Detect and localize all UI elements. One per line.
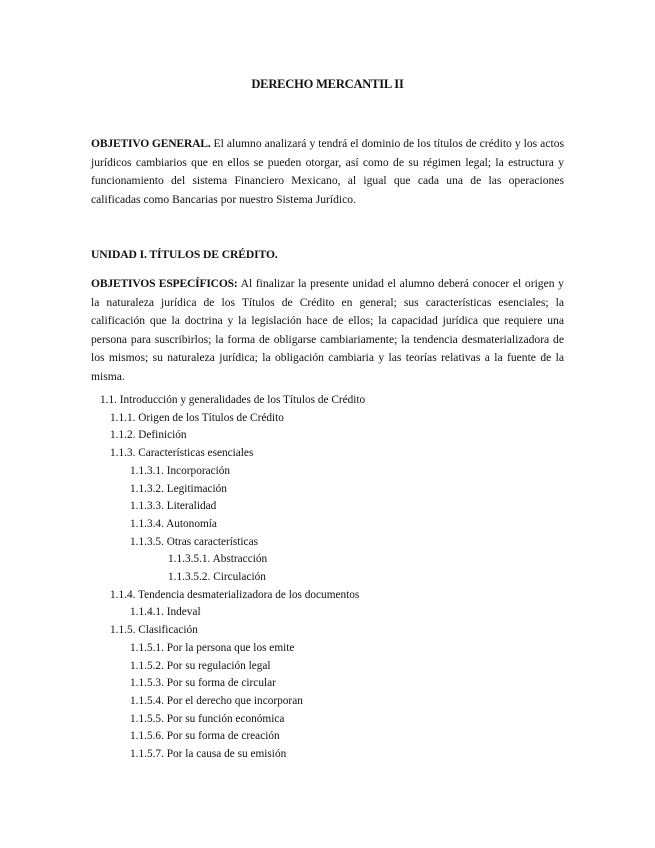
objetivos-especificos-paragraph [91,275,564,387]
toc-item: 1.1.5.2. Por su regulación legal [130,659,271,672]
toc-item: 1.1.5.4. Por el derecho que incorporan [130,694,303,707]
toc-item: 1.1.5.5. Por su función económica [130,712,285,725]
toc-item: 1.1.5.1. Por la persona que los emite [130,641,295,654]
toc-item: 1.1.2. Definición [110,429,187,442]
toc-item: 1.1.3.5.2. Circulación [168,571,266,583]
toc-item: 1.1.3.1. Incorporación [130,464,231,477]
toc-item: 1.1.3. Características esenciales [110,447,254,460]
document-title: DERECHO MERCANTIL II [251,77,404,91]
toc-item: 1.1.4.1. Indeval [130,606,201,619]
toc-item: 1.1.3.2. Legitimación [130,482,227,495]
objetivo-general-paragraph [91,135,564,209]
toc-item: 1.1.4. Tendencia desmaterializadora de los documentos [110,588,360,601]
toc-item: 1.1.3.5. Otras características [130,535,258,548]
unit-heading: UNIDAD I. TÍTULOS DE CRÉDITO. [91,248,278,261]
toc-item: 1.1.3.5.1. Abstracción [168,553,268,566]
toc-item: 1.1.3.4. Autonomía [130,517,217,530]
toc-item: 1.1.5.3. Por su forma de circular [130,677,276,690]
objetivo-general-label: OBJETIVO GENERAL. [91,137,211,150]
toc-item: 1.1.1. Origen de los Títulos de Crédito [110,411,284,424]
toc-item: 1.1.3.3. Literalidad [130,500,217,513]
toc-item: 1.1.5.7. Por la causa de su emisión [130,748,287,760]
toc-item: 1.1.5.6. Por su forma de creación [130,730,280,743]
objetivos-especificos-label: OBJETIVOS ESPECÍFICOS: [91,277,238,290]
objetivo-general-text: El alumno analizará y tendrá el dominio de los títulos de crédito y los actos jurídicos cambiarios que en ellos se pueden otorgar, así como de su régimen legal; la estructura y funcionamiento del sistema Financiero Mexicano, al igual que cada una de las operaciones calificadas como Bancarias por nuestro Sistema Jurídico. [91,137,565,206]
toc-item: 1.1. Introducción y generalidades de los Títulos de Crédito [100,394,366,406]
objetivos-especificos-text: Al finalizar la presente unidad el alumno deberá conocer el origen y la naturaleza jurídica de los Títulos de Crédito en general; sus características esenciales; la calificación que la doctrina y la legislación hace de ellos; la capacidad jurídica que requiere una persona para suscribirlos; la forma de obligarse cambiariamente; la tendencia desmaterializadora de los mismos; su naturaleza jurídica; la obligación cambiaria y las teorías relativas a la fuente de la misma. [91,277,564,383]
toc-item: 1.1.5. Clasificación [110,624,198,637]
